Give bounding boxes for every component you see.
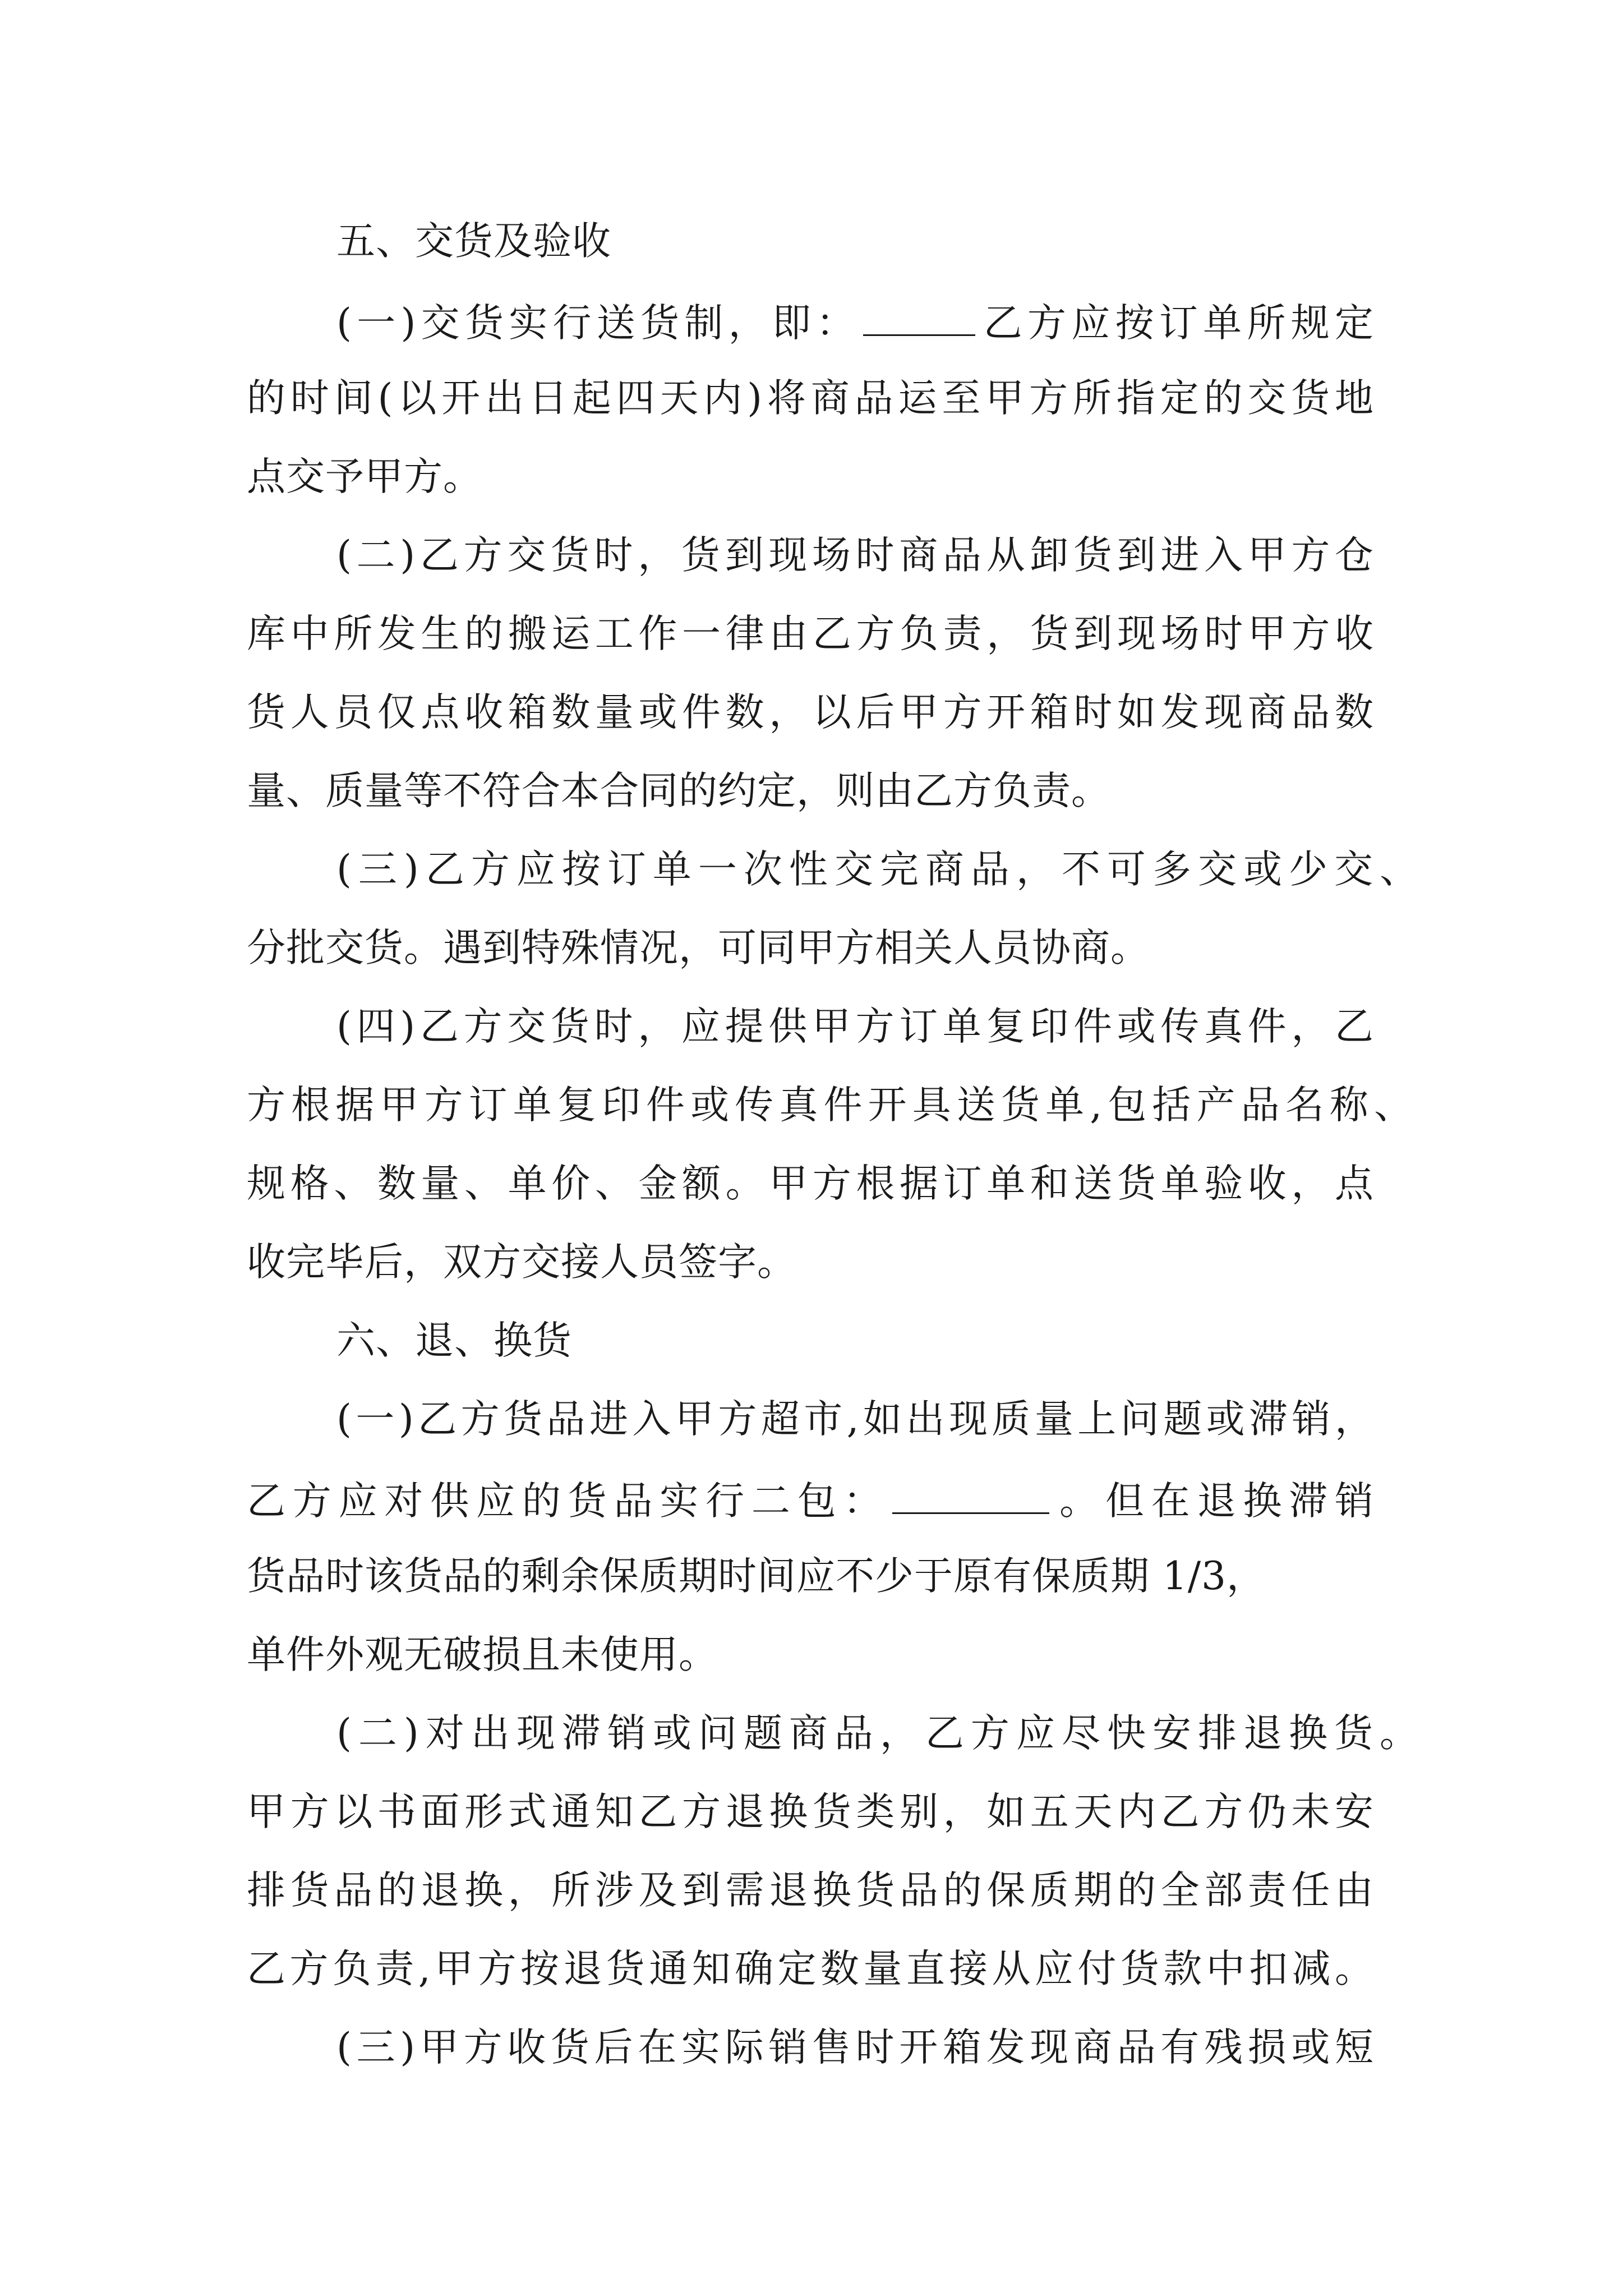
text-segment: (一)交货实行送货制，即：	[336, 301, 860, 346]
paragraph-line: 规格、数量、单价、金额。甲方根据订单和送货单验收，点	[247, 1161, 1374, 1206]
paragraph-line: (四)乙方交货时，应提供甲方订单复印件或传真件，乙	[336, 1004, 1374, 1049]
text-segment: 。但在退换滞销	[1053, 1479, 1375, 1524]
paragraph-line: (一)乙方货品进入甲方超市,如出现质量上问题或滞销，	[336, 1397, 1374, 1442]
fill-in-blank	[892, 1479, 1049, 1514]
text-segment: 乙方应对供应的货品实行二包：	[247, 1479, 889, 1524]
paragraph-line: 分批交货。遇到特殊情况，可同甲方相关人员协商。	[247, 926, 1150, 970]
paragraph-line	[247, 1479, 1375, 1524]
paragraph-line: 乙方负责,甲方按退货通知确定数量直接从应付货款中扣减。	[247, 1947, 1374, 1991]
paragraph-line: 单件外观无破损且未使用。	[247, 1632, 718, 1677]
paragraph-line: 甲方以书面形式通知乙方退换货类别，如五天内乙方仍未安	[247, 1789, 1374, 1834]
paragraph-line	[336, 301, 1375, 346]
paragraph-line: 点交予甲方。	[247, 454, 482, 499]
section-heading-delivery: 五、交货及验收	[336, 219, 611, 264]
paragraph-line: 收完毕后，双方交接人员签字。	[247, 1240, 796, 1285]
paragraph-line: 货人员仅点收箱数量或件数，以后甲方开箱时如发现商品数	[247, 690, 1374, 735]
paragraph-line: 排货品的退换，所涉及到需退换货品的保质期的全部责任由	[247, 1868, 1374, 1913]
paragraph-line: (二)对出现滞销或问题商品，乙方应尽快安排退换货。	[336, 1711, 1419, 1756]
paragraph-line: 库中所发生的搬运工作一律由乙方负责，货到现场时甲方收	[247, 611, 1374, 656]
paragraph-line: (二)乙方交货时，货到现场时商品从卸货到进入甲方仓	[336, 533, 1374, 578]
text-segment: 乙方应按订单所规定	[979, 301, 1375, 346]
paragraph-line: 货品时该货品的剩余保质期时间应不少于原有保质期 1/3，	[247, 1554, 1266, 1599]
section-heading-returns: 六、退、换货	[336, 1318, 572, 1363]
fill-in-blank	[863, 301, 975, 336]
paragraph-line: (三)甲方收货后在实际销售时开箱发现商品有残损或短	[336, 2025, 1374, 2070]
paragraph-line: (三)乙方应按订单一次性交完商品，不可多交或少交、	[336, 847, 1419, 892]
paragraph-line: 的时间(以开出日起四天内)将商品运至甲方所指定的交货地	[247, 376, 1374, 421]
paragraph-line: 方根据甲方订单复印件或传真件开具送货单,包括产品名称、	[247, 1083, 1413, 1128]
paragraph-line: 量、质量等不符合本合同的约定，则由乙方负责。	[247, 769, 1110, 813]
